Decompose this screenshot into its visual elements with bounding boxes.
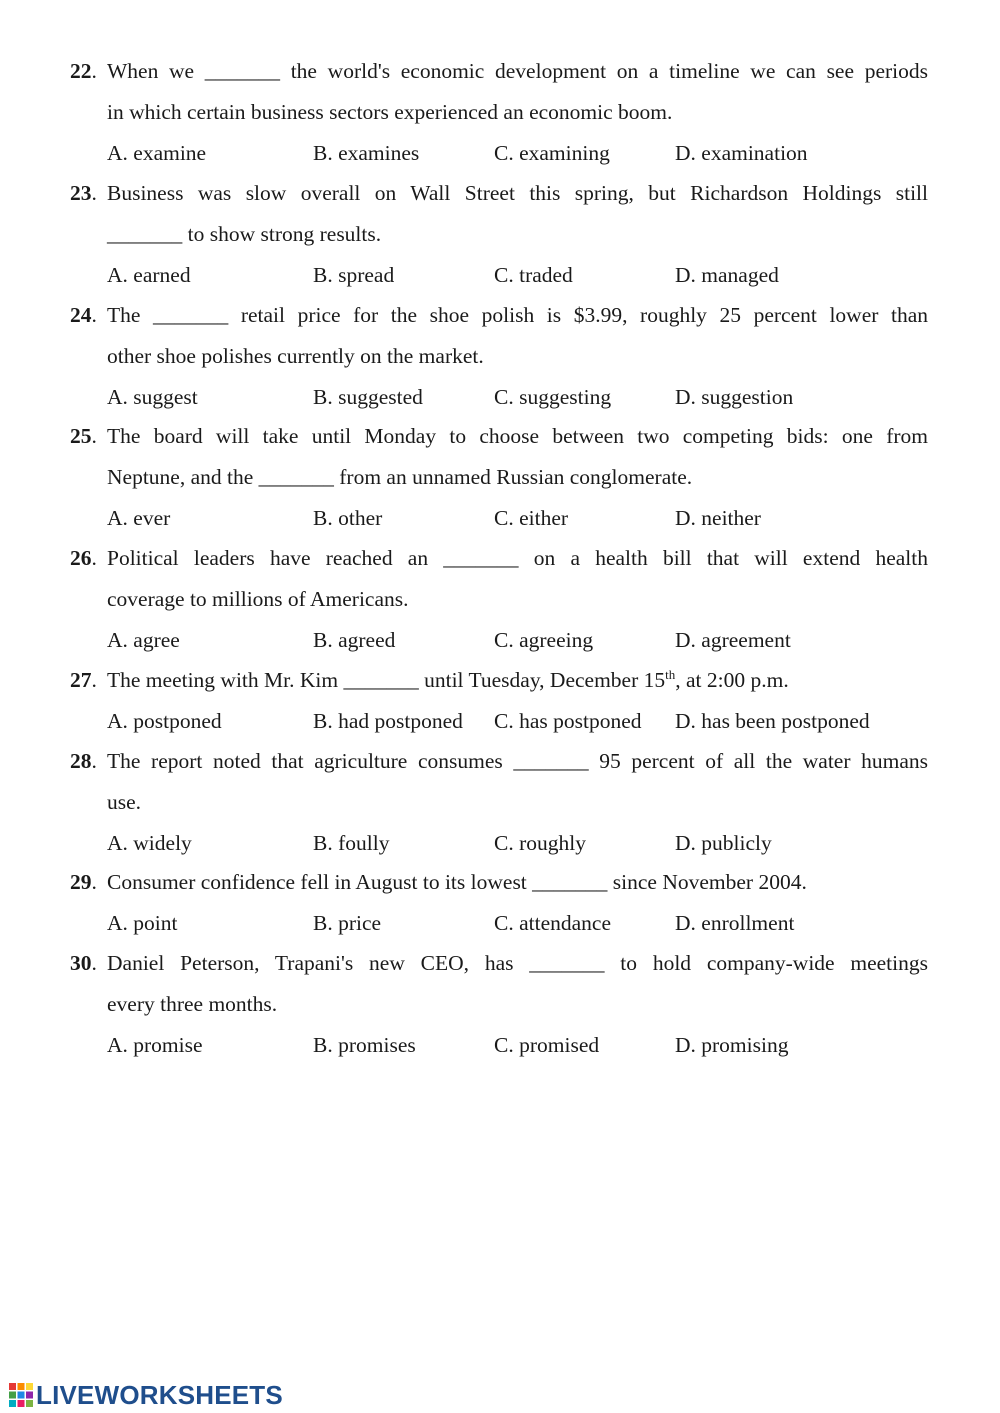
question-text-continued: in which certain business sectors experienced an economic boom. <box>107 100 673 124</box>
option-a[interactable]: A. postponed <box>107 709 222 733</box>
answer-options <box>70 1034 928 1075</box>
question-29: 29. Consumer confidence fell in August to its lowest _______ since November 2004. A. point B. price C. attendance D. enrollment <box>70 871 928 953</box>
option-b[interactable]: B. had postponed <box>313 709 463 733</box>
question-text-continued: every three months. <box>107 992 278 1016</box>
option-c[interactable]: C. traded <box>494 263 573 287</box>
question-number: 22 <box>70 59 92 83</box>
question-text: The meeting with Mr. Kim _______ until Tuesday, December 15th, at 2:00 p.m. <box>107 666 789 692</box>
question-27: 27. The meeting with Mr. Kim _______ until Tuesday, December 15th, at 2:00 p.m. A. postponed B. had postponed C. has postponed D. has been postponed <box>70 669 928 751</box>
question-30: 30. Daniel Peterson, Trapani's new CEO, has _______ to hold company-wide meetings every three months. A. promise B. promises C. promised D. promising <box>70 952 928 1075</box>
option-b[interactable]: B. spread <box>313 263 395 287</box>
option-d[interactable]: D. neither <box>675 506 761 530</box>
question-text-continued: _______ to show strong results. <box>107 222 382 246</box>
answer-options <box>70 142 928 183</box>
question-number: 27 <box>70 668 92 692</box>
option-d[interactable]: D. promising <box>675 1033 789 1057</box>
option-d[interactable]: D. publicly <box>675 831 772 855</box>
question-text: Daniel Peterson, Trapani's new CEO, has _______ to hold company-wide meetings <box>107 951 928 975</box>
question-number: 25 <box>70 424 92 448</box>
answer-options <box>70 832 928 873</box>
option-d[interactable]: D. agreement <box>675 628 791 652</box>
ordinal-suffix: th <box>665 666 676 682</box>
question-text: The board will take until Monday to choose between two competing bids: one from <box>107 424 928 448</box>
option-d[interactable]: D. has been postponed <box>675 709 870 733</box>
option-c[interactable]: C. promised <box>494 1033 600 1057</box>
logo-text: LIVEWORKSHEETS <box>36 1379 283 1410</box>
option-c[interactable]: C. either <box>494 506 569 530</box>
option-a[interactable]: A. earned <box>107 263 191 287</box>
question-text: Business was slow overall on Wall Street this spring, but Richardson Holdings still <box>107 181 928 205</box>
question-number: 26 <box>70 546 92 570</box>
option-d[interactable]: D. examination <box>675 141 808 165</box>
answer-options <box>70 386 928 427</box>
liveworksheets-logo[interactable] <box>8 1380 283 1410</box>
answer-options <box>70 507 928 548</box>
answer-options <box>70 912 928 953</box>
question-22: 22. When we _______ the world's economic development on a timeline we can see periods in which certain business sectors experienced an economic boom. A. examine B. examines C. examining D. examination <box>70 60 928 183</box>
option-c[interactable]: C. examining <box>494 141 610 165</box>
question-24: 24. The _______ retail price for the shoe polish is $3.99, roughly 25 percent lower than other shoe polishes currently on the market. A. suggest B. suggested C. suggesting D. suggestion <box>70 304 928 427</box>
option-c[interactable]: C. attendance <box>494 911 612 935</box>
question-text-continued: coverage to millions of Americans. <box>107 587 409 611</box>
option-b[interactable]: B. agreed <box>313 628 396 652</box>
question-number: 30 <box>70 951 92 975</box>
option-d[interactable]: D. enrollment <box>675 911 795 935</box>
option-c[interactable]: C. has postponed <box>494 709 642 733</box>
option-c[interactable]: C. suggesting <box>494 385 612 409</box>
question-text: The _______ retail price for the shoe polish is $3.99, roughly 25 percent lower than <box>107 303 928 327</box>
option-c[interactable]: C. agreeing <box>494 628 594 652</box>
option-b[interactable]: B. price <box>313 911 382 935</box>
option-b[interactable]: B. other <box>313 506 383 530</box>
question-text-continued: use. <box>107 790 142 814</box>
option-d[interactable]: D. suggestion <box>675 385 794 409</box>
colorful-grid-icon <box>8 1382 34 1408</box>
question-23: 23. Business was slow overall on Wall Street this spring, but Richardson Holdings still _______ to show strong results. A. earned B. spread C. traded D. managed <box>70 182 928 305</box>
question-text: Consumer confidence fell in August to its lowest _______ since November 2004. <box>107 870 807 894</box>
option-d[interactable]: D. managed <box>675 263 779 287</box>
option-a[interactable]: A. widely <box>107 831 192 855</box>
question-text: The report noted that agriculture consumes _______ 95 percent of all the water humans <box>107 749 928 773</box>
option-a[interactable]: A. promise <box>107 1033 203 1057</box>
question-text-continued: Neptune, and the _______ from an unnamed Russian conglomerate. <box>107 465 693 489</box>
option-b[interactable]: B. suggested <box>313 385 423 409</box>
question-number: 29 <box>70 870 92 894</box>
option-b[interactable]: B. examines <box>313 141 420 165</box>
option-c[interactable]: C. roughly <box>494 831 586 855</box>
question-text: Political leaders have reached an _______ on a health bill that will extend health <box>107 546 928 570</box>
question-28: 28. The report noted that agriculture consumes _______ 95 percent of all the water humans use. A. widely B. foully C. roughly D. publicly <box>70 750 928 873</box>
answer-options <box>70 710 928 751</box>
option-a[interactable]: A. suggest <box>107 385 198 409</box>
option-a[interactable]: A. examine <box>107 141 207 165</box>
question-number: 28 <box>70 749 92 773</box>
question-26: 26. Political leaders have reached an _______ on a health bill that will extend health coverage to millions of Americans. A. agree B. agreed C. agreeing D. agreement <box>70 547 928 670</box>
option-a[interactable]: A. ever <box>107 506 171 530</box>
option-b[interactable]: B. promises <box>313 1033 416 1057</box>
question-number: 23 <box>70 181 92 205</box>
answer-options <box>70 629 928 670</box>
option-a[interactable]: A. point <box>107 911 178 935</box>
question-number: 24 <box>70 303 92 327</box>
question-text: When we _______ the world's economic development on a timeline we can see periods <box>107 59 928 83</box>
question-text-continued: other shoe polishes currently on the market. <box>107 344 484 368</box>
option-a[interactable]: A. agree <box>107 628 180 652</box>
answer-options <box>70 264 928 305</box>
question-25: 25. The board will take until Monday to choose between two competing bids: one from Neptune, and the _______ from an unnamed Russian conglomerate. A. ever B. other C. either D. neither <box>70 425 928 548</box>
option-b[interactable]: B. foully <box>313 831 390 855</box>
